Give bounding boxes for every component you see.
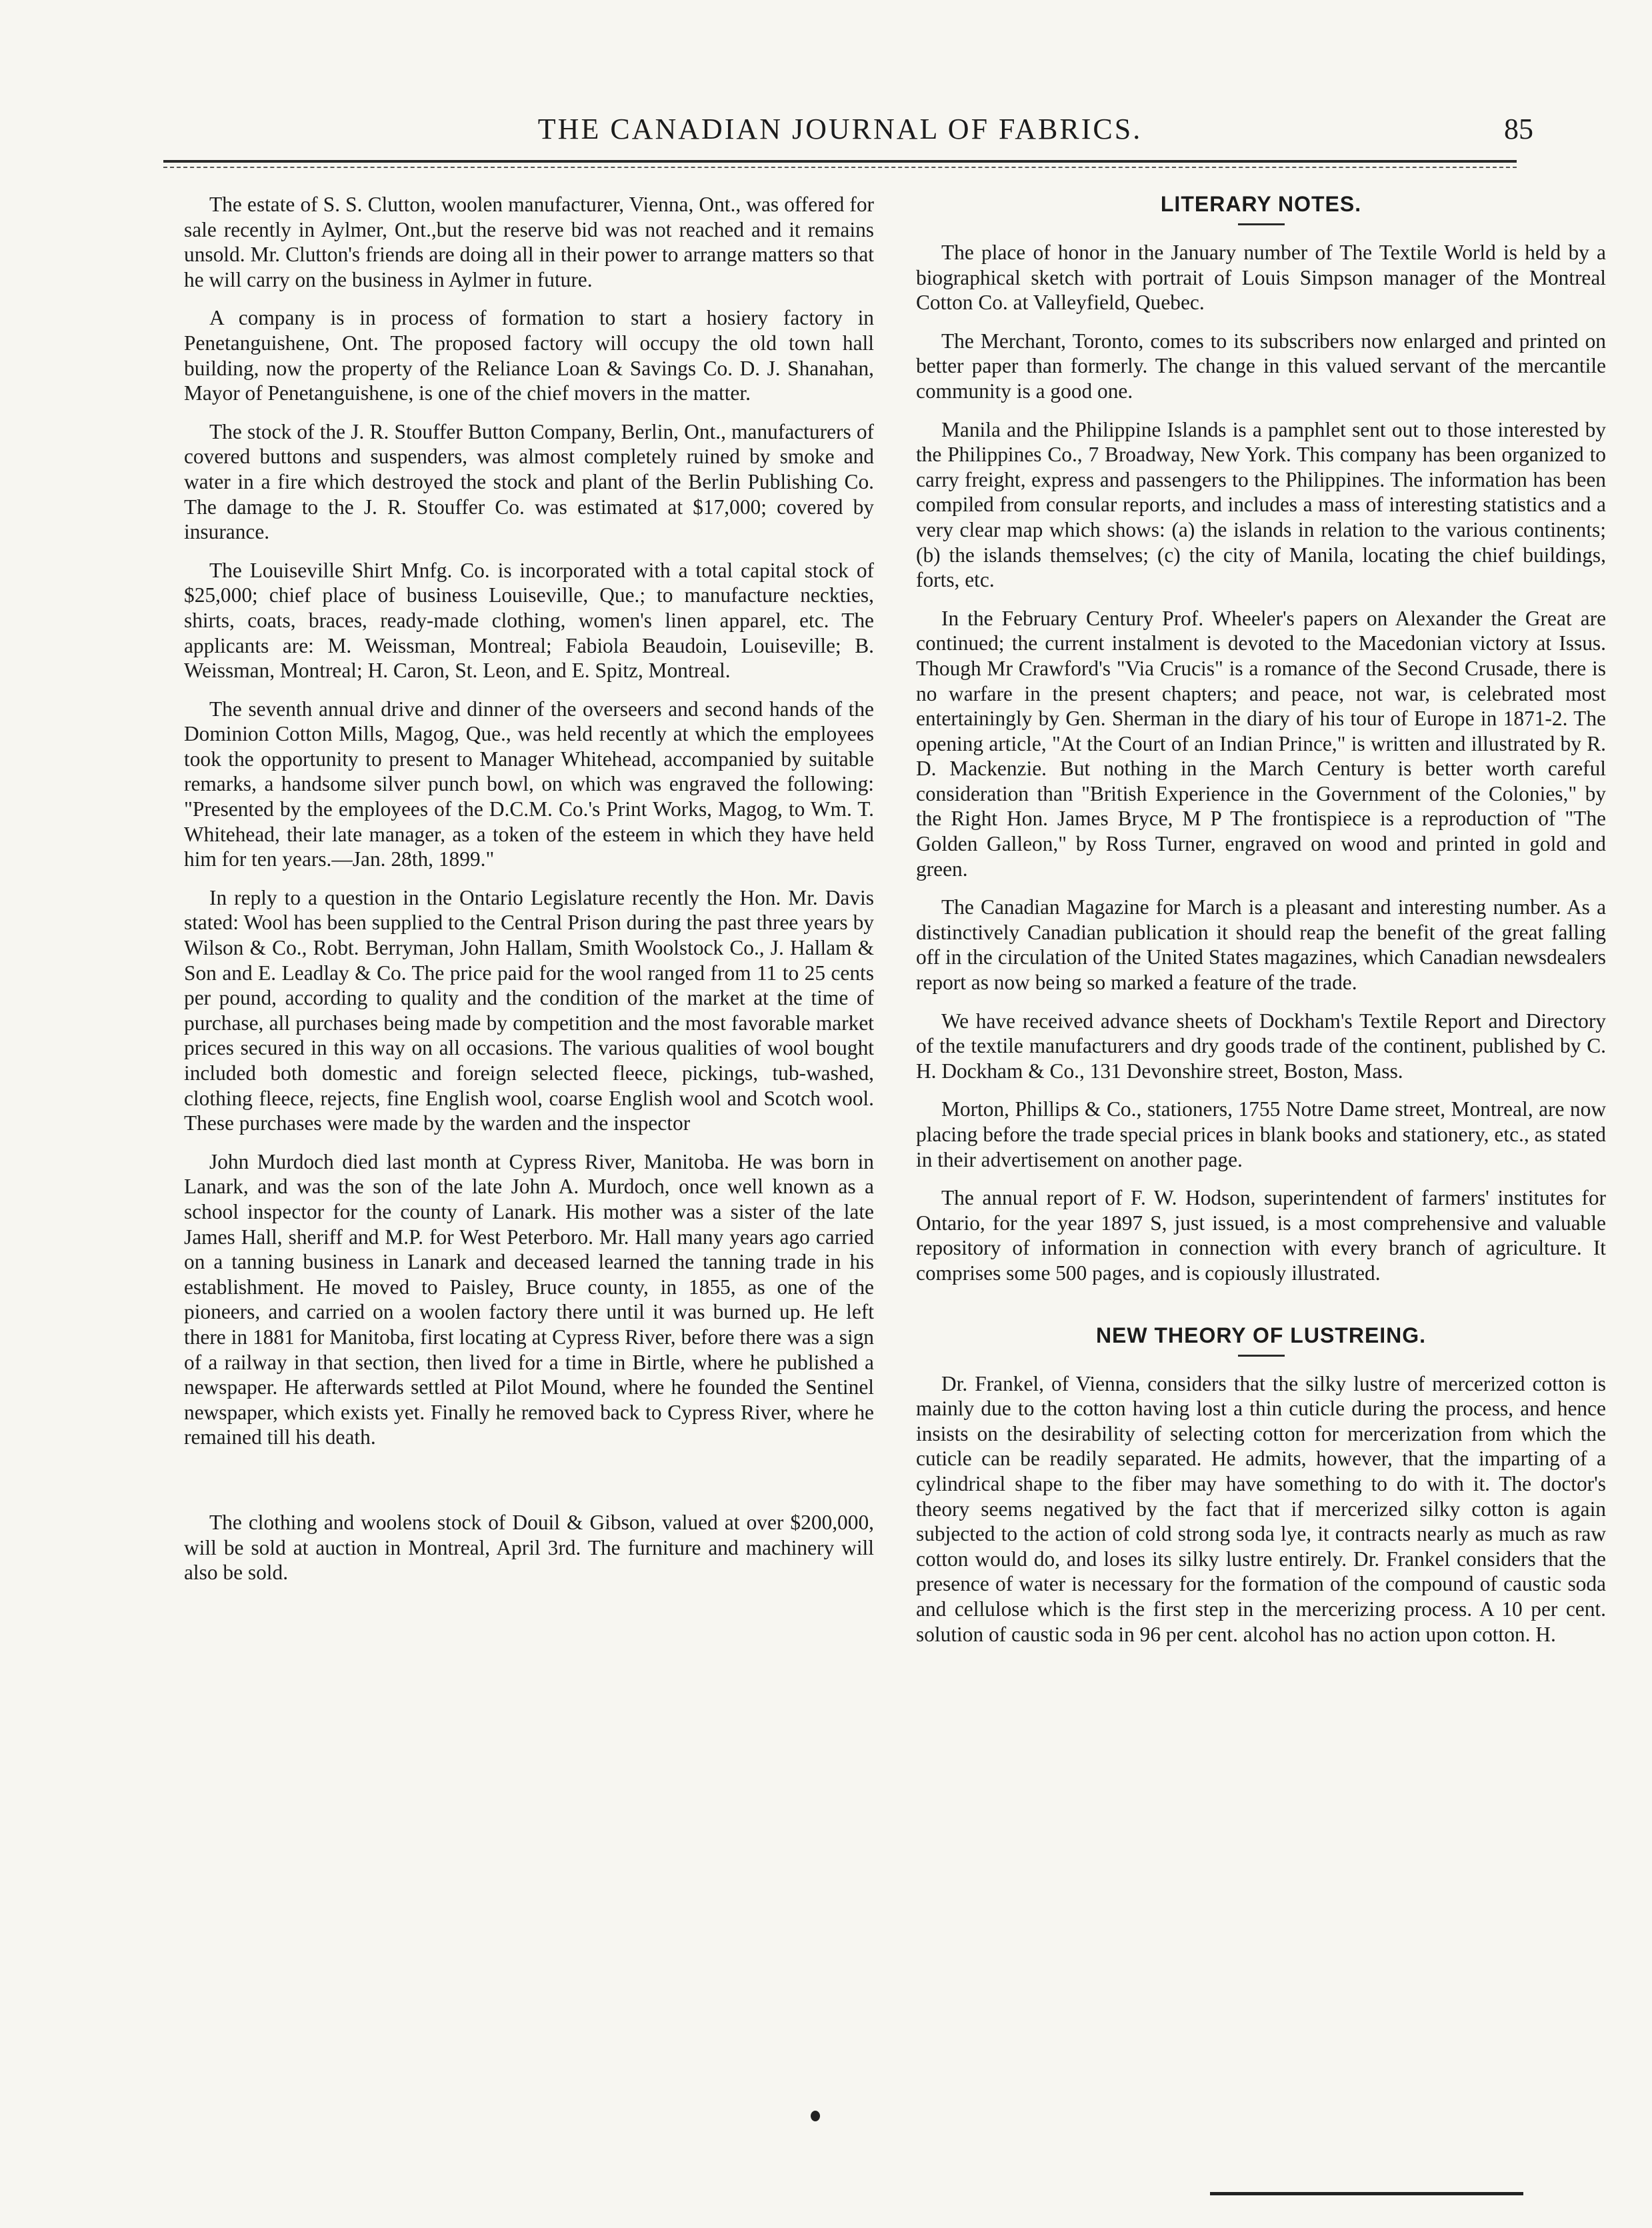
note-morton-phillips: Morton, Phillips & Co., stationers, 1755 Notre Dame street, Montreal, are now placing before the trade special prices in blank books and stationery, etc., as stated in their advertisement on another page. bbox=[916, 1097, 1606, 1171]
article-clutton: The estate of S. S. Clutton, woolen manufacturer, Vienna, Ont., was offered for sale recently in Aylmer, Ont.,but the reserve bid was not reached and it remains unsold. Mr. Clutton's friends are doing all in their power to arrange matters so that he will carry on the business in Aylmer in future. bbox=[184, 193, 874, 291]
article-stouffer-fire: The stock of the J. R. Stouffer Button Company, Berlin, Ont., manufacturers of covered buttons and suspenders, was almost completely ruined by smoke and water in a fire which destroyed the stock and plant of the Berlin Publishing Co. The damage to the J. R. Stouffer Co. was estimated at $17,000; covered by insurance. bbox=[184, 419, 874, 544]
note-canadian-magazine: The Canadian Magazine for March is a pleasant and interesting number. As a distinctively Canadian publication it should reap the benefit of the great falling off in the circulation of the United States magazines, which Canadian newsdealers report as now being so marked a feature of the trade. bbox=[916, 895, 1606, 995]
note-hodson-report: The annual report of F. W. Hodson, superintendent of farmers' institutes for Ontario, for the year 1897 S, just issued, is a most comprehensive and valuable repository of information in connection with every branch of agriculture. It comprises some 500 pages, and is copiously illustrated. bbox=[916, 1186, 1606, 1285]
article-ontario-wool: In reply to a question in the Ontario Legislature recently the Hon. Mr. Davis stated: Wool has been supplied to the Central Prison during the past three years by Wilson & Co., Robt. Berryman, John Hallam, Smith Woolstock Co., J. Hallam & Son and E. Leadlay & Co. The price paid for the wool ranged from 11 to 25 cents per pound, according to quality and the condition of the market at the time of purchase, all purchases being made by competition and the most favorable market prices secured in this way on all occasions. The various qualities of wool bought included both domestic and foreign selected fleece, pickings, tub-washed, clothing fleece, rejects, fine English wool, coarse English wool and Scotch wool. These purchases were made by the warden and the inspector bbox=[184, 885, 874, 1135]
article-louiseville-shirt: The Louiseville Shirt Mnfg. Co. is incorporated with a total capital stock of $25,000; chief place of business Louiseville, Que.; to manufacture neckties, shirts, coats, braces, ready-made clothing, women's linen apparel, etc. The applicants are: M. Weissman, Montreal; Fabiola Beaudoin, Louiseville; B. Weissman, Montreal; H. Caron, St. Leon, and E. Spitz, Montreal. bbox=[184, 558, 874, 683]
section-heading-literary-notes: LITERARY NOTES. bbox=[1160, 192, 1362, 216]
masthead bbox=[147, 112, 1533, 152]
note-merchant: The Merchant, Toronto, comes to its subscribers now enlarged and printed on better paper than formerly. The change in this valued servant of the mercantile community is a good one. bbox=[916, 329, 1606, 403]
note-textile-world: The place of honor in the January number of The Textile World is held by a biographical sketch with portrait of Louis Simpson manager of the Montreal Cotton Co. at Valleyfield, Quebec. bbox=[916, 241, 1606, 315]
left-column bbox=[184, 192, 874, 1599]
article-lustreing: Dr. Frankel, of Vienna, considers that the silky lustre of mercerized cotton is mainly due to the cotton having lost a thin cuticle during the process, and hence insists on the desirability of selecting cotton for mercerization from which the cuticle can be readily separated. He admits, however, that the imparting of a cylindrical shape to the fiber may have something to do with it. The doctor's theory seems negatived by the fact that if mercerized silky cotton is again subjected to the action of cold strong soda lye, it contracts nearly as much as raw cotton would do, and loses its silky lustre entirely. Dr. Frankel considers that the presence of water is necessary for the formation of the compound of caustic soda and cellulose which is the first step in the mercerizing process. A 10 per cent. solution of caustic soda in 96 per cent. alcohol has no action upon cotton. H. bbox=[916, 1371, 1606, 1646]
heading-rule bbox=[1238, 1355, 1285, 1357]
publication-title: THE CANADIAN JOURNAL OF FABRICS. bbox=[537, 113, 1143, 145]
article-douil-gibson: The clothing and woolens stock of Douil & Gibson, valued at over $200,000, will be sold at auction in Montreal, April 3rd. The furniture and machinery will also be sold. bbox=[184, 1510, 874, 1585]
heading-rule bbox=[1238, 223, 1285, 225]
note-manila: Manila and the Philippine Islands is a pamphlet sent out to those interested by the Philippines Co., 7 Broadway, New York. This company has been organized to carry freight, express and passengers to the Philippines. The information has been compiled from consular reports, and includes a mass of interesting statistics and a very clear map which shows: (a) the islands in relation to the various continents; (b) the islands themselves; (c) the city of Manila, locating the chief buildings, forts, etc. bbox=[916, 417, 1606, 592]
header-rule bbox=[163, 160, 1517, 163]
footer-rule bbox=[1210, 2192, 1523, 2195]
section-heading-lustreing: NEW THEORY OF LUSTREING. bbox=[1095, 1323, 1427, 1347]
right-column bbox=[916, 192, 1606, 1660]
article-murdoch-obituary: John Murdoch died last month at Cypress River, Manitoba. He was born in Lanark, and was the son of the late John A. Murdoch, once well known as a school inspector for the county of Lanark. His mother was a sister of the late James Hall, sheriff and M.P. for West Peterboro. Mr. Hall many years ago carried on a tanning business in Lanark and deceased learned the tanning trade in his establishment. He moved to Paisley, Bruce county, in 1855, as one of the pioneers, and carried on a woolen factory there until it was burned up. He left there in 1881 for Manitoba, first locating at Cypress River, before there was a sign of a railway in that section, then lived for a time in Birtle, where he published a newspaper. He afterwards settled at Pilot Mound, where he founded the Sentinel newspaper, which exists yet. Finally he removed back to Cypress River, where he remained till his death. bbox=[184, 1149, 874, 1449]
column-gap bbox=[184, 1463, 874, 1510]
header-rule-dashed bbox=[163, 167, 1517, 168]
note-dockham: We have received advance sheets of Dockham's Textile Report and Directory of the textile manufacturers and dry goods trade of the continent, published by C. H. Dockham & Co., 131 Devonshire street, Boston, Mass. bbox=[916, 1009, 1606, 1083]
page-number: 85 bbox=[1504, 113, 1533, 145]
article-hosiery-company: A company is in process of formation to start a hosiery factory in Penetanguishene, Ont. The proposed factory will occupy the old town hall building, now the property of the Reliance Loan & Savings Co. D. J. Shanahan, Mayor of Penetanguishene, is one of the chief movers in the matter. bbox=[184, 306, 874, 405]
note-century: In the February Century Prof. Wheeler's papers on Alexander the Great are continued; the current instalment is devoted to the Macedonian victory at Issus. Though Mr Crawford's "Via Crucis" is a romance of the Second Crusade, there is no warfare in the present chapters; and peace, not war, is celebrated most entertainingly by Gen. Sherman in the diary of his tour of Europe in 1871-2. The opening article, "At the Court of an Indian Prince," is written and illustrated by R. D. Mackenzie. But nothing in the March Century is better worth careful consideration than "British Experience in the Government of the Colonies," by the Right Hon. James Bryce, M P The frontispiece is a reproduction of "The Golden Galleon," by Ross Turner, engraved on wood and printed in gold and green. bbox=[916, 606, 1606, 881]
article-dominion-cotton: The seventh annual drive and dinner of the overseers and second hands of the Dominion Cotton Mills, Magog, Que., was held recently at which the employees took the opportunity to present to Manager Whitehead, accompanied by suitable remarks, a handsome silver punch bowl, on which was engraved the following: "Presented by the employees of the D.C.M. Co.'s Print Works, Magog, to Wm. T. Whitehead, their late manager, as a token of the esteem in which they have held him for ten years.—Jan. 28th, 1899." bbox=[184, 697, 874, 871]
page-ornament bbox=[811, 2111, 820, 2121]
